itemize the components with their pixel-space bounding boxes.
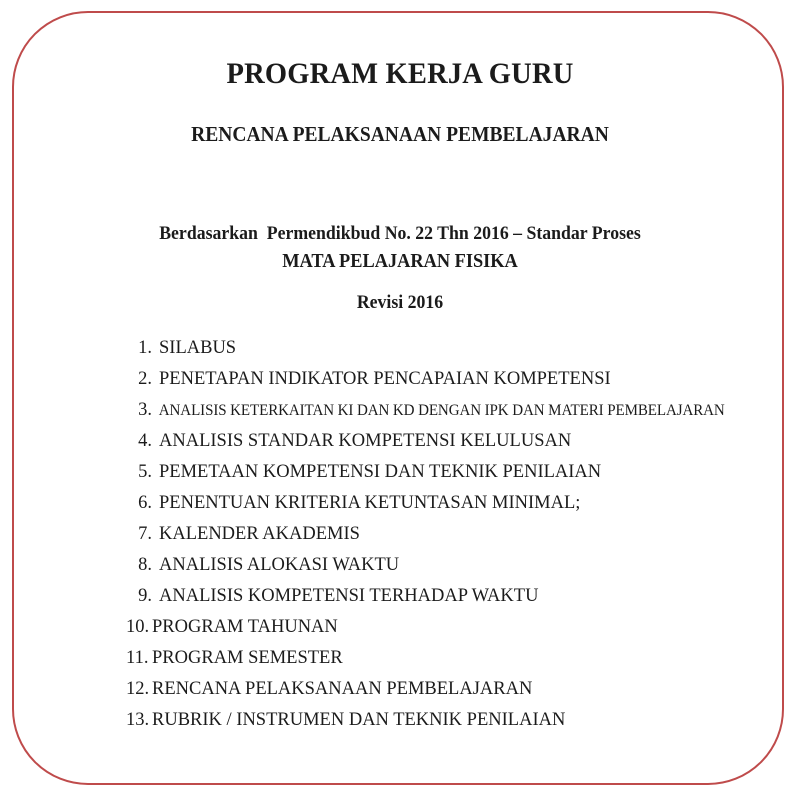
list-item-number: 1. — [138, 338, 152, 358]
list-item-label: PENENTUAN KRITERIA KETUNTASAN MINIMAL; — [159, 493, 581, 513]
list-item-number: 5. — [138, 462, 152, 482]
list-item-number: 10. — [126, 617, 150, 637]
list-item-number: 9. — [138, 586, 152, 606]
list-item-label: SILABUS — [159, 338, 237, 358]
document-contents-list — [126, 333, 726, 736]
document-subtitle: RENCANA PELAKSANAAN PEMBELAJARAN — [191, 122, 609, 146]
list-item-number: 4. — [138, 431, 152, 451]
list-item-number: 12. — [126, 679, 150, 699]
subject-heading: MATA PELAJARAN FISIKA — [282, 251, 518, 272]
list-item-label: RUBRIK / INSTRUMEN DAN TEKNIK PENILAIAN — [152, 710, 566, 730]
list-item-number: 13. — [126, 710, 150, 730]
list-item-label: PENETAPAN INDIKATOR PENCAPAIAN KOMPETENSI — [159, 369, 611, 389]
list-item-label: PEMETAAN KOMPETENSI DAN TEKNIK PENILAIAN — [159, 462, 602, 482]
list-item — [126, 488, 726, 519]
list-item — [126, 333, 726, 364]
list-item-label: ANALISIS ALOKASI WAKTU — [159, 555, 400, 575]
list-item — [126, 705, 726, 736]
list-item-label: RENCANA PELAKSANAAN PEMBELAJARAN — [152, 679, 533, 699]
list-item-number: 2. — [138, 369, 152, 389]
list-item-label: ANALISIS KETERKAITAN KI DAN KD DENGAN IPK DAN MATERI PEMBELAJARAN — [158, 402, 725, 419]
list-item — [126, 395, 726, 426]
list-item — [126, 519, 726, 550]
page-title: PROGRAM KERJA GURU — [226, 57, 574, 90]
list-item — [126, 426, 726, 457]
list-item — [126, 581, 726, 612]
list-item-number: 6. — [138, 493, 152, 513]
legal-basis-line-2: Revisi 2016 — [356, 293, 444, 313]
legal-basis-line-1: Berdasarkan Permendikbud No. 22 Thn 2016 – Standar Proses — [159, 224, 641, 244]
list-item-label: KALENDER AKADEMIS — [159, 524, 360, 544]
list-item-label: ANALISIS STANDAR KOMPETENSI KELULUSAN — [159, 431, 572, 451]
list-item — [126, 550, 726, 581]
list-item — [126, 457, 726, 488]
list-item — [126, 612, 726, 643]
list-item-label: PROGRAM SEMESTER — [152, 648, 343, 668]
list-item — [126, 674, 726, 705]
list-item-number: 3. — [138, 400, 152, 420]
list-item — [126, 364, 726, 395]
list-item-number: 8. — [138, 555, 152, 575]
list-item-label: PROGRAM TAHUNAN — [152, 617, 338, 637]
list-item-number: 11. — [126, 648, 149, 668]
list-item-label: ANALISIS KOMPETENSI TERHADAP WAKTU — [159, 586, 539, 606]
list-item-number: 7. — [138, 524, 152, 544]
list-item — [126, 643, 726, 674]
